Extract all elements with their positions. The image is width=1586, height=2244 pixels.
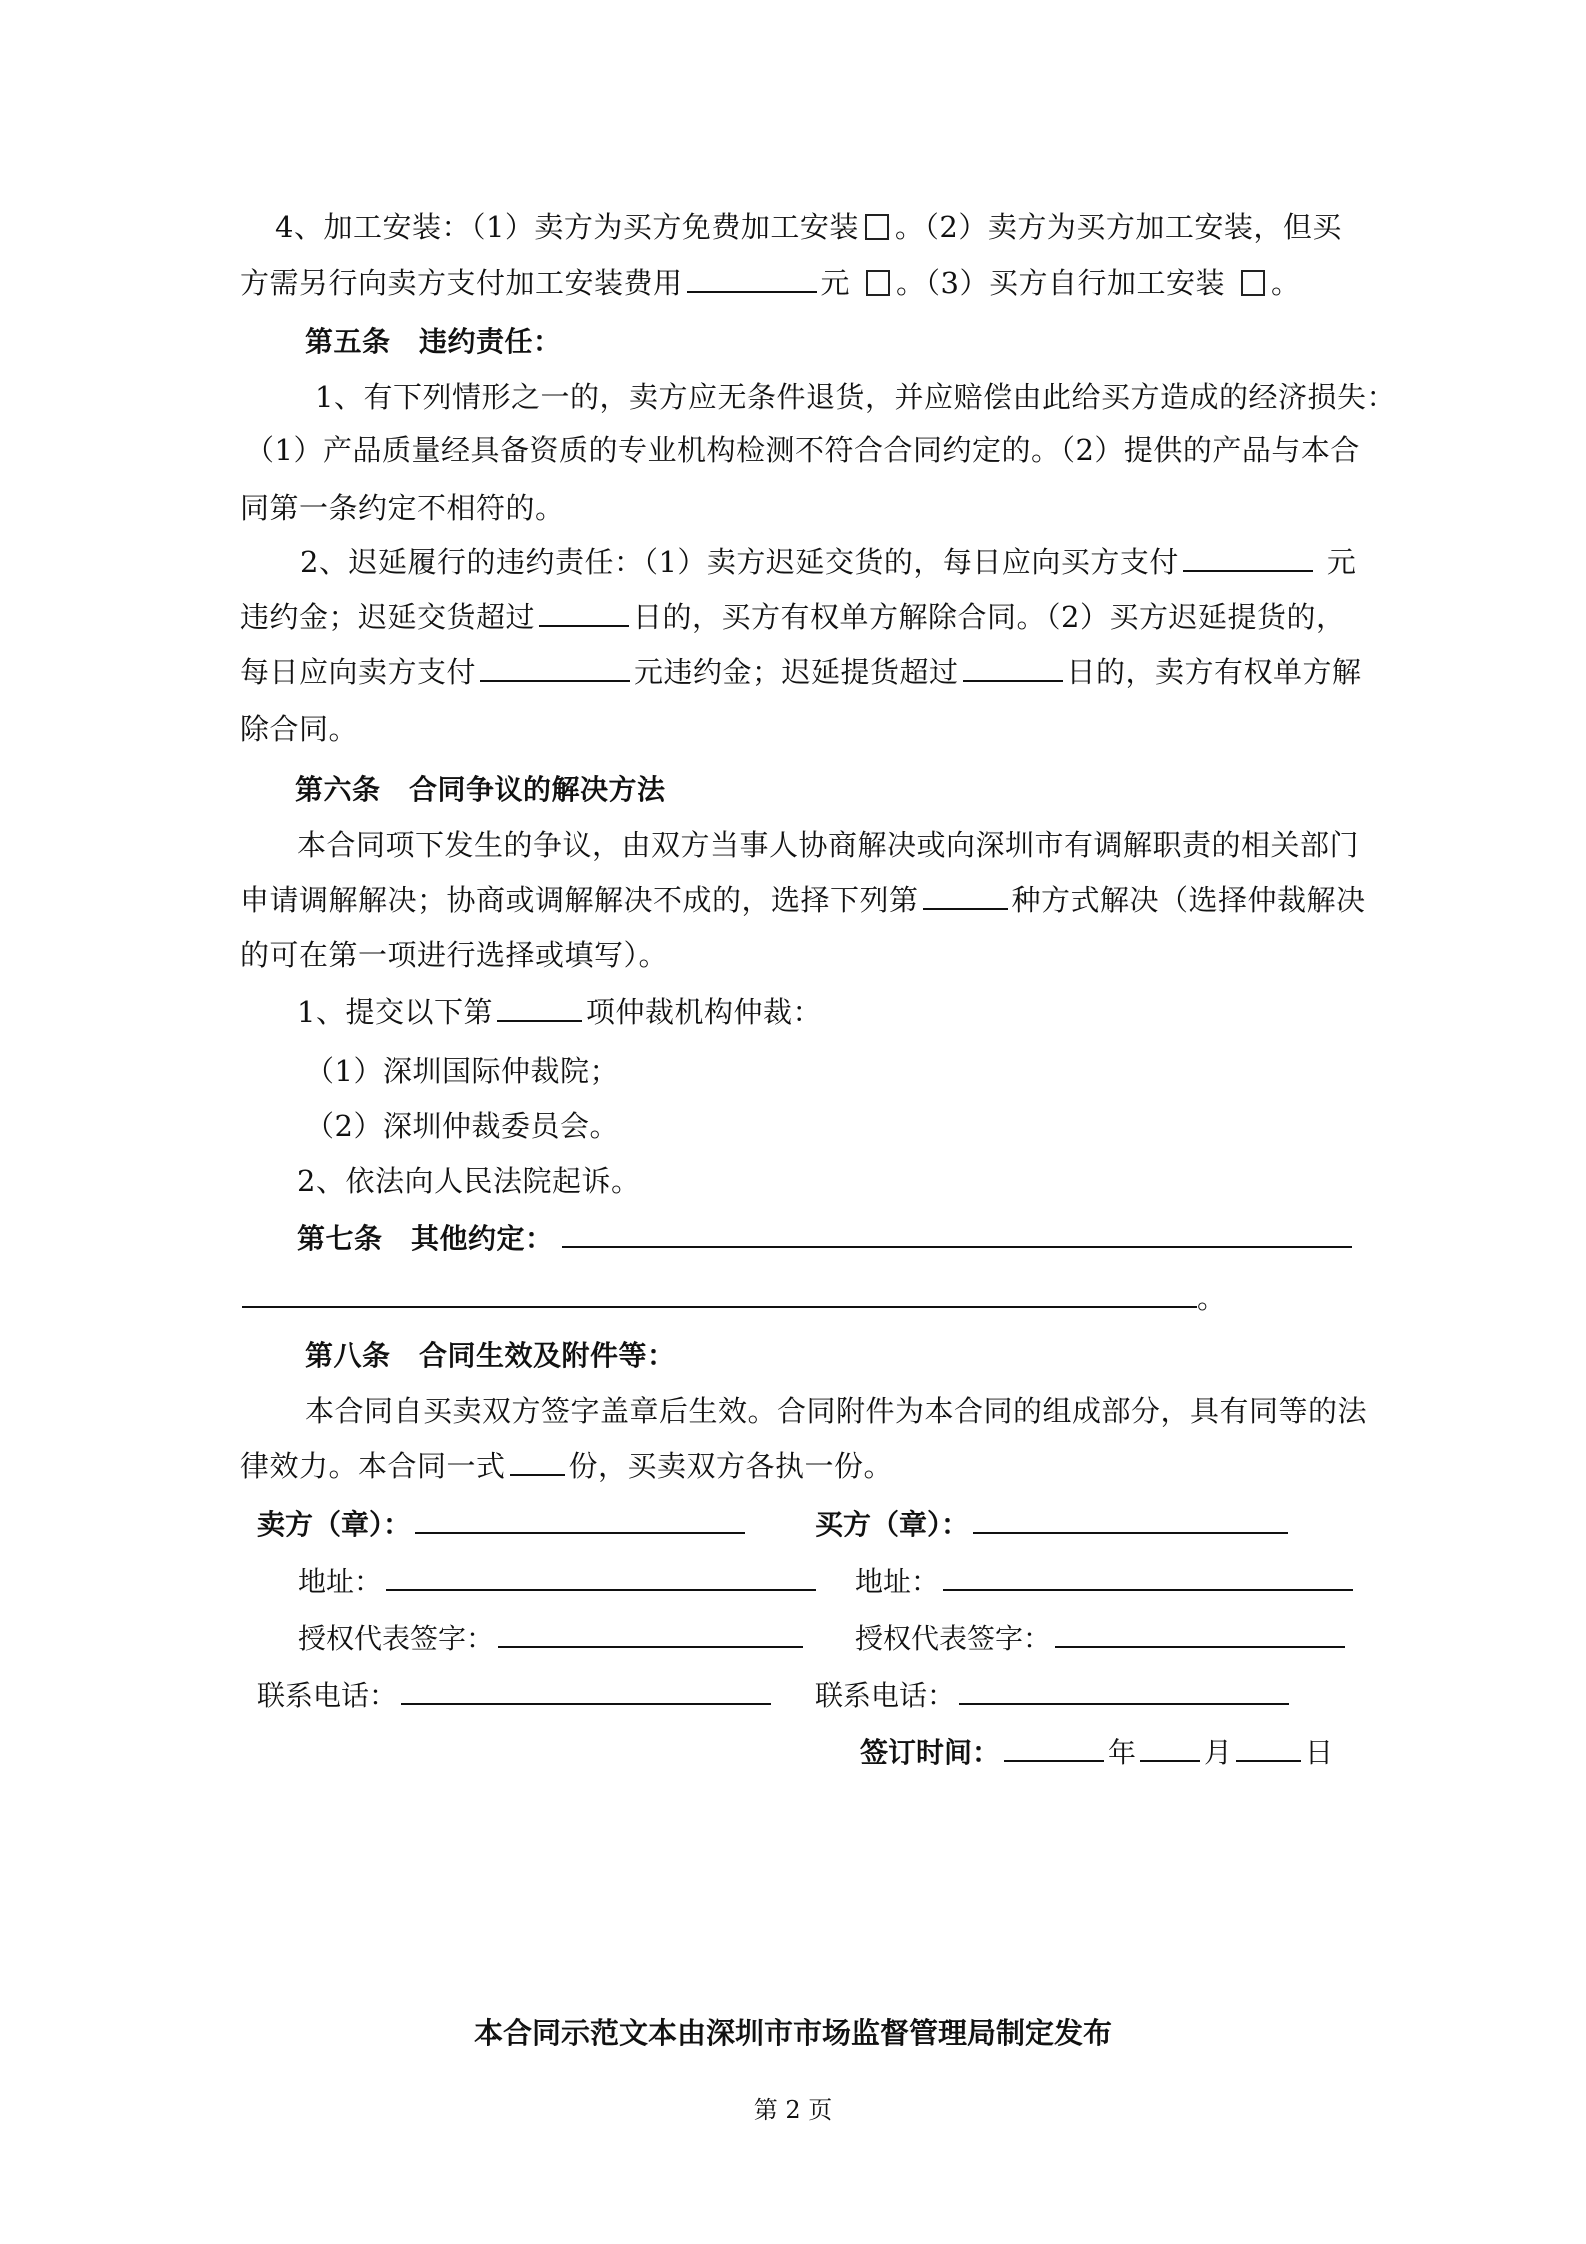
art8-l1: 本合同自买卖双方签字盖章后生效。合同附件为本合同的组成部分，具有同等的法 (305, 1394, 1368, 1428)
art6-title: 第六条 合同争议的解决方法 (295, 773, 666, 806)
blank-seller-seal[interactable] (415, 1504, 745, 1534)
blank-other-terms-line2[interactable] (242, 1278, 1197, 1308)
seller-phone: 联系电话： (257, 1675, 775, 1716)
blank-seller-rep[interactable] (498, 1618, 803, 1648)
art5-p1l2: （1）产品质量经具备资质的专业机构检测不符合合同约定的。（2）提供的产品与本合 (245, 433, 1360, 467)
art4-line2: 方需另行向卖方支付加工安装费用 元 。（3）买方自行加工安装 。 (240, 263, 1301, 303)
art7-line2: 。 (242, 1278, 1227, 1318)
blank-arbitration-option[interactable] (497, 992, 582, 1022)
art5-title: 第五条 违约责任： (305, 325, 562, 358)
blank-seller-daily-penalty[interactable] (1183, 542, 1313, 572)
blank-year[interactable] (1004, 1732, 1104, 1762)
art8-l2: 律效力。本合同一式 份，买卖双方各执一份。 (240, 1446, 893, 1486)
art6-o1: 1、提交以下第 项仲裁机构仲裁： (297, 992, 822, 1032)
art6-o2: 2、依法向人民法院起诉。 (297, 1164, 641, 1198)
sign-date: 签订时间： 年 月 日 (860, 1732, 1333, 1773)
art6-o1s1: （1）深圳国际仲裁院； (305, 1054, 619, 1088)
blank-buyer-rep[interactable] (1055, 1618, 1345, 1648)
art4-line1: 4、加工安装：（1）卖方为买方免费加工安装 。（2）卖方为买方加工安装，但买 (275, 210, 1342, 244)
blank-seller-address[interactable] (386, 1561, 816, 1591)
blank-dispute-method[interactable] (923, 880, 1008, 910)
blank-other-terms-line1[interactable] (562, 1218, 1352, 1248)
seller-address: 地址： (298, 1561, 820, 1602)
art6-l2: 申请调解解决；协商或调解解决不成的，选择下列第 种方式解决（选择仲裁解决 (240, 880, 1366, 920)
art6-l3: 的可在第一项进行选择或填写）。 (240, 938, 669, 972)
seller-rep: 授权代表签字： (298, 1618, 807, 1659)
art5-p1l1: 1、有下列情形之一的，卖方应无条件退货，并应赔偿由此给买方造成的经济损失： (315, 380, 1396, 414)
art5-p2l2: 违约金；迟延交货超过 日的，买方有权单方解除合同。（2）买方迟延提货的， (240, 597, 1345, 637)
publisher-note: 本合同示范文本由深圳市市场监督管理局制定发布 (473, 2016, 1112, 2050)
buyer-rep: 授权代表签字： (855, 1618, 1349, 1659)
art5-p2l4: 除合同。 (240, 712, 359, 746)
checkbox-self-install[interactable] (1241, 270, 1265, 296)
blank-day[interactable] (1236, 1732, 1301, 1762)
art7-title: 第七条 其他约定： (297, 1218, 1356, 1259)
blank-pickup-delay-days[interactable] (963, 652, 1063, 682)
art8-title: 第八条 合同生效及附件等： (305, 1339, 676, 1372)
page-number: 第 2 页 (753, 2096, 833, 2124)
blank-buyer-daily-penalty[interactable] (480, 652, 630, 682)
art4-text: 4、加工安装：（1）卖方为买方免费加工安装 (275, 210, 859, 244)
buyer-seal: 买方（章）： (815, 1504, 1292, 1545)
buyer-address: 地址： (855, 1561, 1357, 1602)
checkbox-paid-install[interactable] (866, 270, 890, 296)
checkbox-free-install[interactable] (865, 214, 889, 240)
blank-delivery-delay-days[interactable] (539, 597, 629, 627)
seller-seal: 卖方（章）： (257, 1504, 749, 1545)
blank-month[interactable] (1140, 1732, 1200, 1762)
blank-buyer-address[interactable] (943, 1561, 1353, 1591)
art6-o1s2: （2）深圳仲裁委员会。 (305, 1109, 619, 1143)
blank-copies[interactable] (510, 1446, 565, 1476)
art5-p2l1: 2、迟延履行的违约责任：（1）卖方迟延交货的，每日应向买方支付 元 (300, 542, 1356, 582)
blank-install-fee[interactable] (687, 263, 817, 293)
blank-seller-phone[interactable] (401, 1675, 771, 1705)
art5-p2l3: 每日应向卖方支付 元违约金；迟延提货超过 日的，卖方有权单方解 (240, 652, 1362, 692)
blank-buyer-seal[interactable] (973, 1504, 1288, 1534)
buyer-phone: 联系电话： (815, 1675, 1293, 1716)
blank-buyer-phone[interactable] (959, 1675, 1289, 1705)
art5-p1l3: 同第一条约定不相符的。 (240, 491, 565, 525)
art6-l1: 本合同项下发生的争议，由双方当事人协商解决或向深圳市有调解职责的相关部门 (297, 828, 1360, 862)
